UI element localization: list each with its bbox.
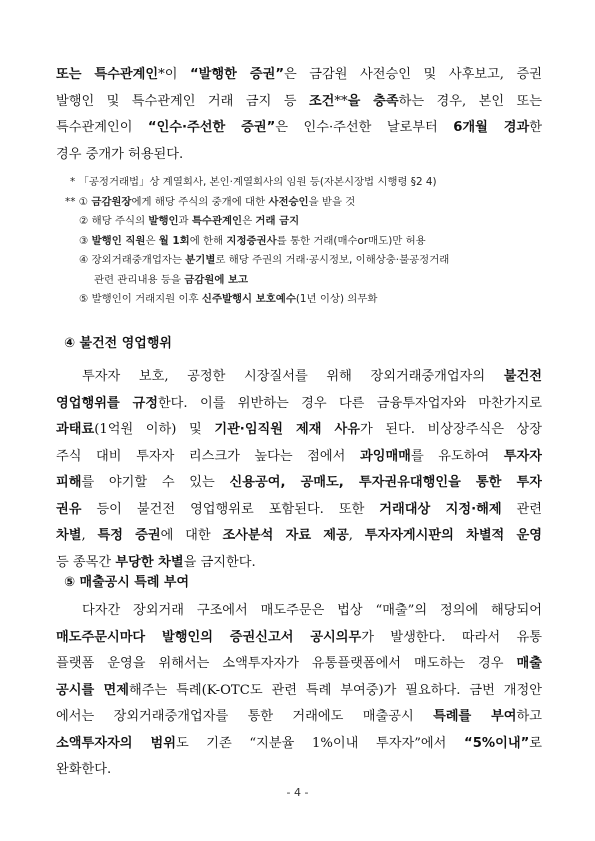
bold-text: 매도주문시마다 발행인의 증권신고서 공시의무 [56, 629, 362, 645]
bold-text: 과태료 [56, 422, 95, 437]
text: 한다. 이를 위반하는 경우 다른 금융투자업자와 마찬가지로 [157, 395, 542, 411]
bold-text: 투자자게시판의 차별적 운영 [364, 528, 542, 543]
bold-text: 불건전 [503, 369, 542, 384]
bold-text: “인수·주선한 증권” [147, 120, 276, 135]
text: ⑤ 발행인이 거래지원 이후 [79, 293, 202, 305]
text: 에 대한 [160, 528, 223, 543]
bold-text: 특례를 부여 [433, 709, 517, 724]
text-line [56, 497, 542, 524]
text: (1억원 이하) 및 [94, 422, 215, 437]
text-line [56, 89, 542, 116]
text: 과 [178, 215, 192, 227]
text: , [348, 528, 365, 543]
text-line [56, 731, 542, 758]
bold-text: 차별 [56, 528, 82, 543]
bold-text: 을 충족 [347, 93, 399, 109]
text-line [56, 598, 542, 625]
bold-text: 신주발행시 보호예수 [201, 293, 296, 305]
page-number: - 4 - [286, 786, 309, 799]
bold-text: 발행인 [148, 215, 179, 227]
text: 경우 중개가 허용된다. [56, 146, 184, 162]
footnote-conditions-4 [79, 251, 565, 271]
bold-text: 권유 [56, 501, 82, 517]
footnote-conditions-3 [79, 232, 565, 252]
text: 발행인 및 특수관계인 거래 금지 등 [56, 93, 309, 109]
text: *이 [158, 67, 191, 82]
bold-text: 금감원장 [91, 195, 132, 208]
bold-text: 특수관계인 [191, 215, 243, 227]
text: 하는 경우, 본인 또는 [398, 93, 542, 109]
bold-text: 지정증권사 [226, 234, 277, 247]
text: 플랫폼 운영을 위해서는 소액투자자가 유통플랫폼에서 매도하는 경우 [56, 656, 517, 671]
text-line [56, 678, 542, 705]
text: 도 기존 “지분율 1%이내 투자자”에서 [175, 735, 465, 751]
text: 은 [145, 234, 159, 247]
bold-text: “5%이내” [464, 735, 530, 751]
section-heading-sale-disclosure: ⑤ 매출공시 특례 부여 [64, 575, 190, 590]
text-line [56, 470, 542, 497]
text: 을 받을 것 [308, 195, 356, 208]
text-line [56, 115, 542, 142]
bold-text: 영업행위를 규정 [56, 395, 158, 411]
bold-text: 과잉매매 [359, 448, 411, 464]
text: ** [334, 93, 348, 109]
text: 완화한다. [56, 762, 112, 777]
text: 특수관계인이 [56, 120, 148, 135]
text: 등 종목간 [56, 554, 116, 570]
text: 하고 [516, 709, 542, 724]
text-line [56, 391, 542, 418]
bold-text: 조건 [308, 93, 335, 109]
footnote-conditions-2 [79, 212, 565, 232]
bold-text: 분기별 [185, 254, 216, 266]
footnote-conditions-4-cont [94, 271, 580, 291]
text: 가 된다. 비상장주식은 상장 [359, 422, 542, 437]
bold-text: 거래대상 지정·해제 [379, 501, 502, 517]
text: (1년 이상) 의무화 [295, 293, 378, 305]
text-line [56, 142, 542, 169]
footnote-conditions-1 [65, 193, 551, 213]
bold-text: 금감원에 보고 [184, 273, 249, 286]
text-line [56, 625, 542, 652]
text: * 「공정거래법」상 계열회사, 본인·계열회사의 임원 등(자본시장법 시행령 §2 4) [70, 176, 437, 188]
text-line [56, 704, 542, 731]
bold-text: 공시를 면제 [56, 682, 130, 698]
bold-text: 발행인 직원 [91, 234, 146, 247]
text: ** ① [65, 195, 92, 208]
text: ④ 장외거래중개업자는 [79, 254, 186, 266]
text: 에서는 장외거래중개업자를 통한 거래에도 매출공시 [56, 709, 434, 724]
section-heading-unsound-business: ④ 불건전 영업행위 [64, 336, 172, 351]
bold-text: 신용공여, 공매도, 투자권유대행인을 통한 투자 [229, 475, 542, 490]
text: 를 유도하여 [410, 448, 504, 464]
text: ② 해당 주식의 [79, 215, 149, 227]
bold-text: 투자자 [503, 448, 542, 464]
bold-text: 피해 [56, 475, 82, 490]
bold-text: 조사분석 자료 제공 [222, 528, 349, 543]
text-line [56, 364, 542, 391]
text: 관련 [501, 501, 542, 517]
bold-text: 6개월 경과 [453, 120, 530, 135]
bold-text: 기관·임직원 제재 사유 [214, 422, 360, 437]
text: 주식 대비 투자자 리스크가 높다는 점에서 [56, 448, 360, 464]
text: 을 금지한다. [183, 554, 256, 570]
text: 다자간 장외거래 구조에서 매도주문은 법상 “매출”의 정의에 해당되어 [82, 603, 542, 618]
paragraph-sale-disclosure [56, 598, 542, 784]
paragraph-related-party-brokerage [56, 62, 542, 168]
bold-text: “발행한 증권” [190, 67, 284, 82]
bold-text: 또는 특수관계인 [56, 67, 159, 82]
text-line [56, 757, 542, 784]
text: 한 [529, 120, 542, 135]
text: 로 해당 주권의 거래·공시정보, 이해상충·불공정거래 [215, 254, 450, 266]
footnote-conditions-5 [79, 290, 565, 310]
bold-text: 사전승인 [268, 195, 309, 208]
text: 관련 관리내용 등을 [94, 273, 185, 286]
bold-text: 소액투자자의 범위 [56, 735, 176, 751]
text: 를 통한 거래(매수or매도)만 허용 [276, 234, 426, 247]
bold-text: 월 1회 [158, 234, 190, 247]
text: 를 야기할 수 있는 [81, 475, 230, 490]
text: 해주는 특례(K-OTC도 관련 특례 부여중)가 필요하다. 금번 개정안 [129, 682, 542, 698]
footnote-affiliates [70, 173, 556, 193]
footnotes-block [56, 173, 542, 310]
bold-text: 부당한 차별 [115, 554, 184, 570]
text-line [56, 523, 542, 550]
text: 가 발생한다. 따라서 유통 [361, 629, 542, 645]
text-line [56, 62, 542, 89]
text: ③ [79, 234, 92, 247]
text-line [56, 444, 542, 471]
text: 은 금감원 사전승인 및 사후보고, 증권 [284, 67, 542, 82]
text: 로 [529, 735, 542, 751]
bold-text: 매출 [516, 656, 542, 671]
bold-text: 거래 금지 [255, 215, 300, 227]
paragraph-unsound-business [56, 364, 542, 576]
text: 은 [242, 215, 256, 227]
text-line [56, 417, 542, 444]
text: 은 인수·주선한 날로부터 [275, 120, 454, 135]
text-line [56, 651, 542, 678]
text: 에게 해당 주식의 중개에 대한 [131, 195, 269, 208]
text: 에 한해 [189, 234, 227, 247]
text: 등이 불건전 영업행위로 포함된다. 또한 [81, 501, 380, 517]
text: 투자자 보호, 공정한 시장질서를 위해 장외거래중개업자의 [82, 369, 504, 384]
bold-text: 특정 증권 [97, 528, 161, 543]
text: , [81, 528, 98, 543]
